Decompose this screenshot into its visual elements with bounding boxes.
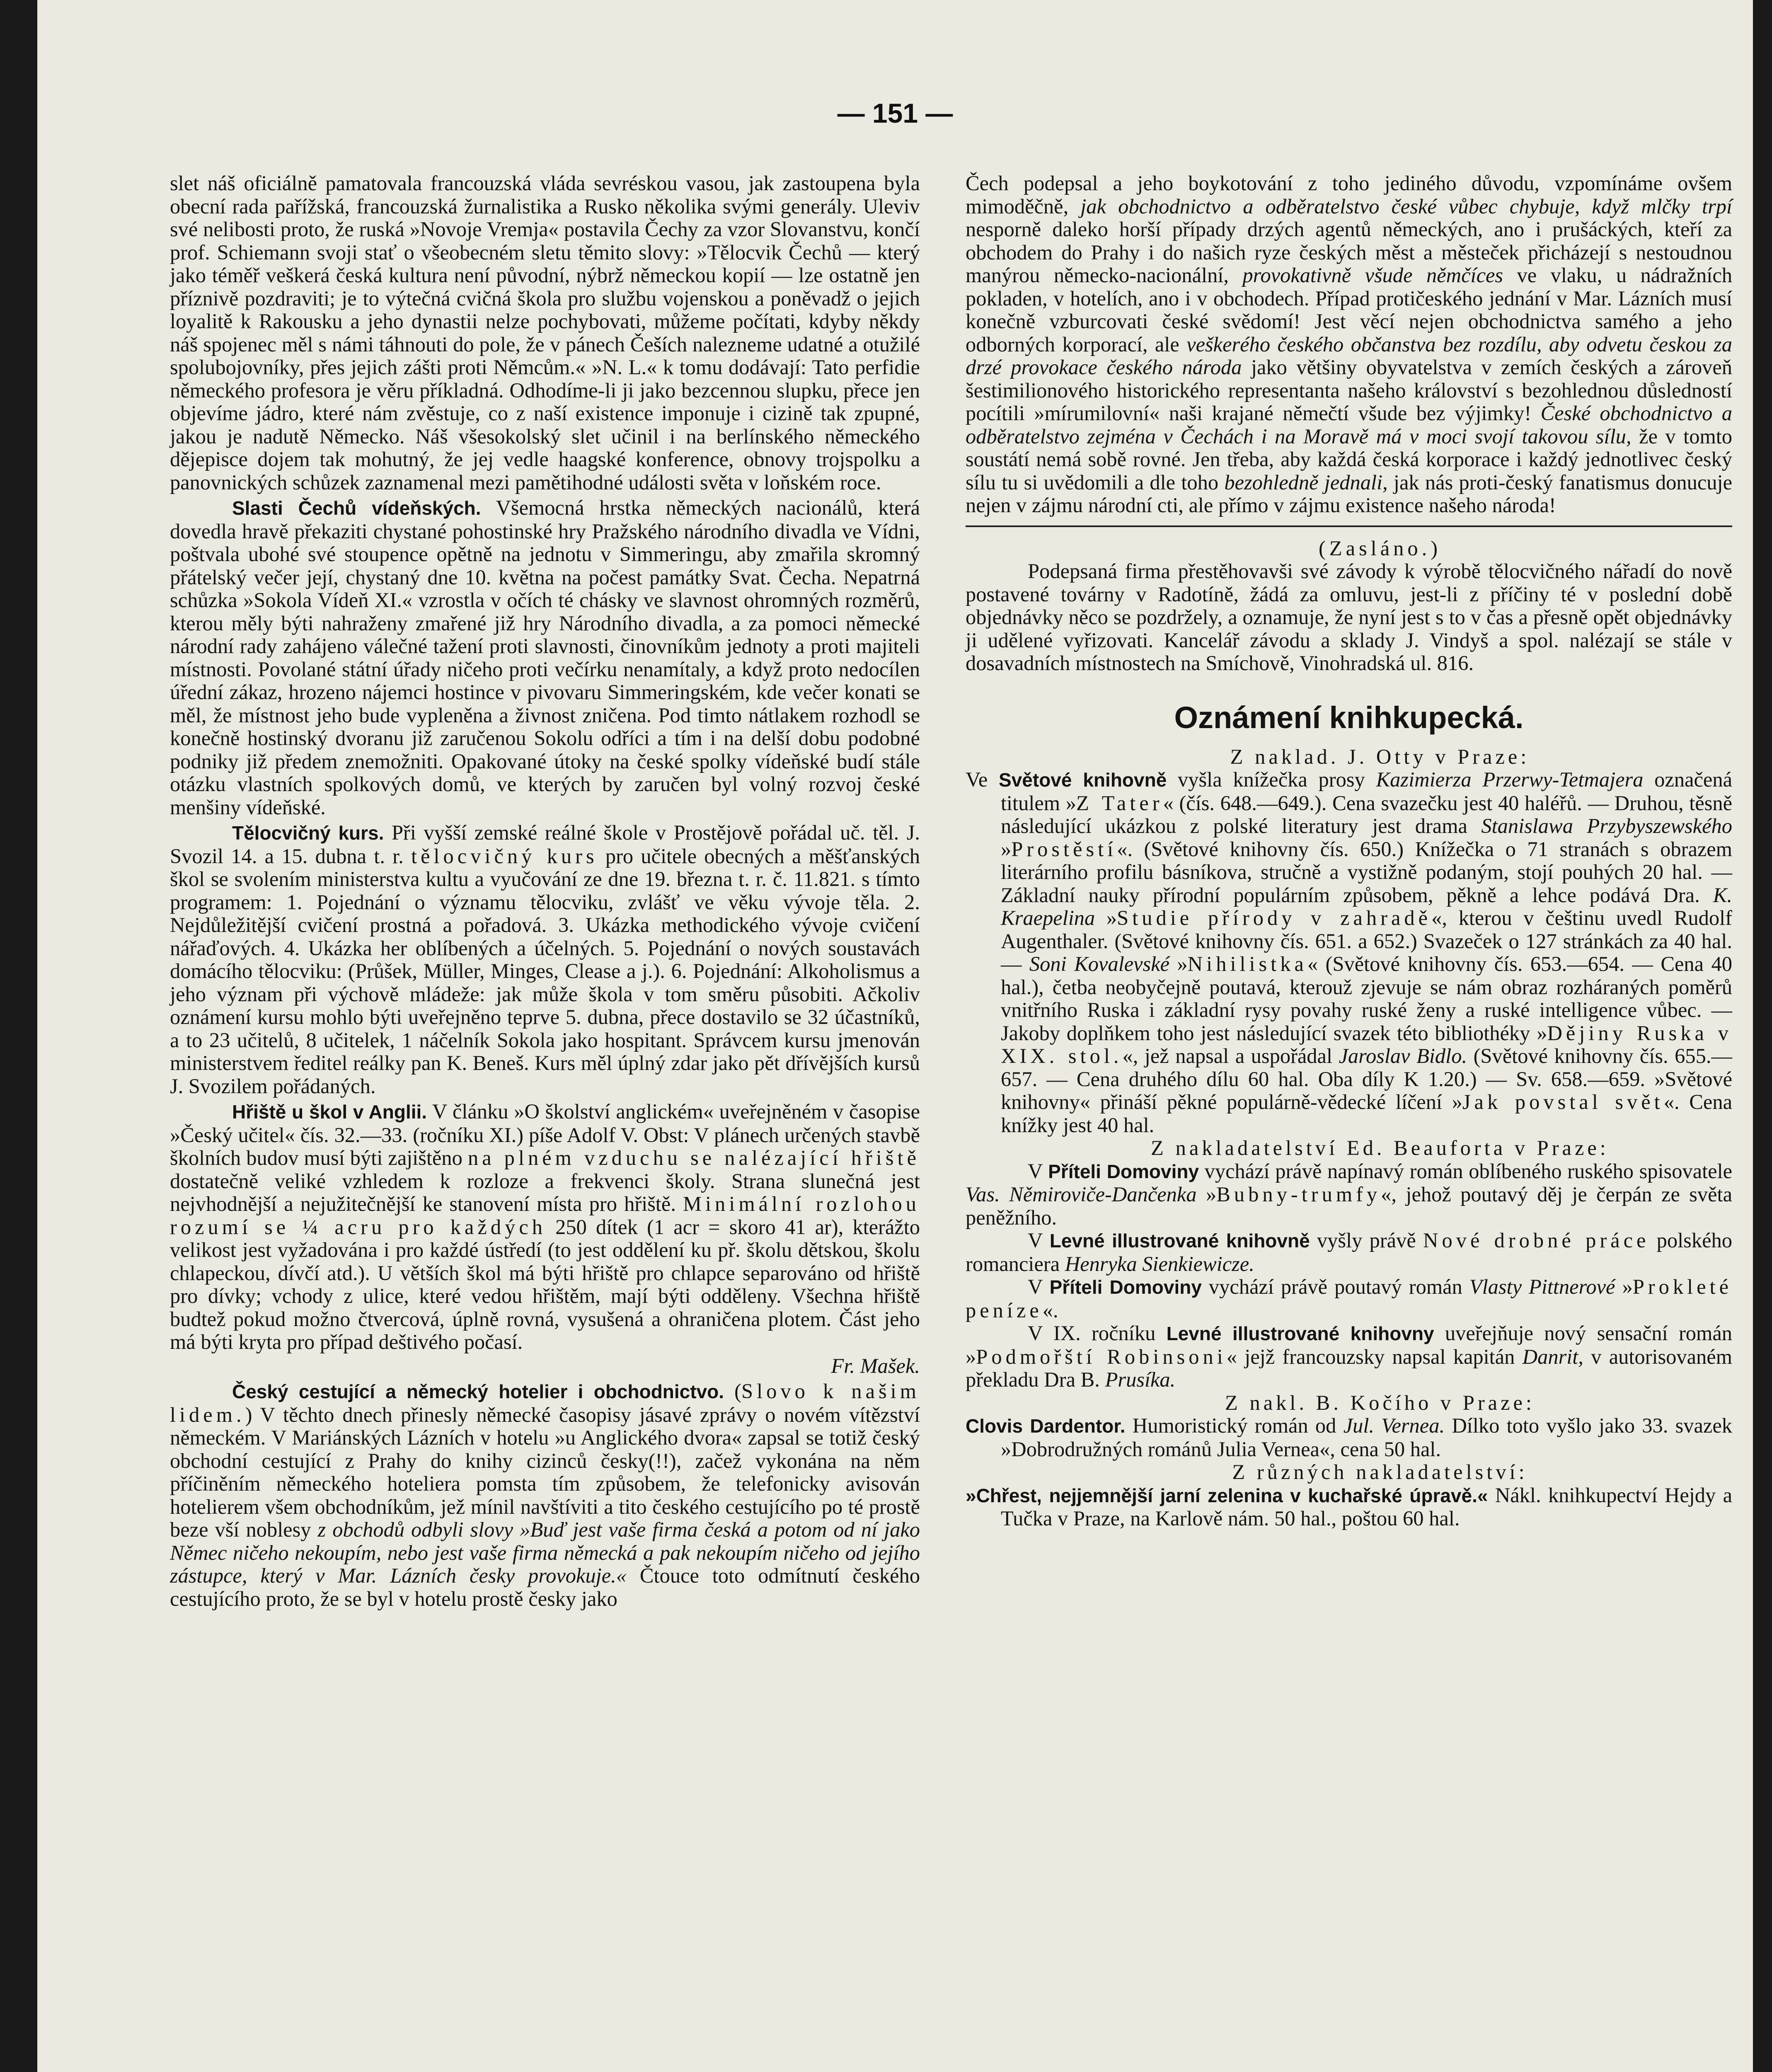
article-hriste-anglie: Hřiště u škol v Anglii. V článku »O školství anglickém« uveřejněném v časopise »Český učitel« čís. 32.—33. (ročníku XI.) píše Adolf V. Obst: V plánech určených stavbě školních budov musí býti zajištěno na plném vzduchu se nalézající hřiště dostatečně veliké vzhledem k rozloze a frekvenci školy. Strana slunečná jest nejvhodnější a nejužitečnější ke stanovení místa pro hřiště. Minimální rozlohou rozumí se ¼ acru pro každých 250 dítek (1 acr = skoro 41 ar), kterážto velikost jest vyžadována i pro každé ústředí (to jest oddělení ku př. školu dětskou, školu chlapeckou, dívčí atd.). U větších škol má býti hřiště pro chlapce separováno od hřiště pro dívky; vchody z ulice, které vedou hřištěm, mají býti odděleny. Všechna hřiště budtež pokud možno čtvercová, úplně rovná, vysušená a ohraničena plotem. Část jeho má býti kryta pro případ deštivého počasí. [170, 1100, 920, 1353]
intro-paragraph: slet náš oficiálně pamatovala francouzská vláda sevréskou vasou, jak zastoupena byla obecní rada pařížská, francouzská žurnalistika a Rusko několika svými generály. Uleviv své nelibosti proto, že ruská »Novoje Vremja« postavila Čechy za vzor Slovanstvu, končí prof. Schiemann svoji stať o všeobecném sletu těmito slovy: »Tělocvik Čechů — který jako téměř veškerá česká kultura není původní, nýbrž německou kopií — lze ostatně jen příznivě pozdraviti; je to výtečná cvičná škola pro službu vojenskou a poněvadž o jejich loyalitě k Rakousku a jeho dynastii nelze pochybovati, můžeme počítati, kdyby někdy náš spojenec měl s námi táhnouti do pole, že v pánech Češích nalezneme udatné a otužilé spolubojovníky, přes jejich zášti proti Němcům.« »N. L.« k tomu dodávají: Tato perfidie německého profesora je věru příkladná. Odhodíme-li ji jako bezcennou slupku, přece jen objevíme jádro, které nám zvěstuje, co z naší existence imponuje i cizině tak zpupné, jakou je nadutě Německo. Náš všesokolský slet učinil i na berlínského německého dějepisce dojem tak mohutný, že jej vedle haagské konference, obnovy trojspolku a panovnických schůzek zaznamenal mezi pamětihodné události světa v loňském roce. [170, 172, 920, 494]
publisher-heading: Z nakladatelství Ed. Beauforta v Praze: [1151, 1136, 1609, 1159]
book-notice: V Příteli Domoviny vychází právě napínavý román oblíbeného ruského spisovatele Vas. Němiroviče-Dančenka »Bubny-trumfy«, jehož poutavý děj je čerpán ze světa peněžního. [966, 1159, 1733, 1229]
newspaper-page [37, 0, 1753, 2072]
zaslano-text: Podepsaná firma přestěhovavši své závody k výrobě tělocvičného nářadí do nově postavené továrny v Radotíně, žádá za omluvu, jest-li z příčiny té v poslední době objednávky něco se pozdržely, a oznamuje, že nyní jest s to v čas a přesně opět objednávky ji udělené vyřizovati. Kancelář závodu a sklady J. Vindyš a spol. nalézají se stále v dosavadních místnostech na Smíchově, Vinohradská ul. 816. [966, 559, 1732, 675]
right-column [966, 172, 1732, 1530]
book-notice: Clovis Dardentor. Humoristický román od Jul. Vernea. Dílko toto vyšlo jako 33. svazek »Dobrodružných románů Julia Vernea«, cena 50 hal. [966, 1414, 1732, 1461]
book-notice: »Chřest, nejjemnější jarní zelenina v kuchařské úpravě.« Nákl. knihkupectví Hejdy a Tučka v Praze, na Karlově nám. 50 hal., poštou 60 hal. [966, 1483, 1733, 1530]
zaslano-title: (Zasláno.) [1318, 536, 1442, 560]
section-divider [966, 525, 1732, 527]
article-cesky-cestujici: Český cestující a německý hotelier i obchodnictvo. (Slovo k našim lidem.) V těchto dnech přinesly německé časopisy jásavé zprávy o novém vítězství německém. V Mariánských Lázních v hotelu »u Anglického dvora« zapsal se totiž český obchodní cestující z Prahy do knihy cizinců česky(!!), začež vykonána na něm příčiněním německého hoteliera pomsta tím způsobem, že telefonicky avisován hotelierem všem obchodníkům, jež mínil navštíviti a tito českého cestujícího po té prostě beze vší noblesy z obchodů odbyli slovy »Buď jest vaše firma česká a potom od ní jako Němec ničeho nekoupím, nebo jest vaše firma německá a pak nekoupím ničeho od jejího zástupce, který v Mar. Lázních česky provokuje.« Čtouce toto odmítnutí českého cestujícího proto, že se byl v hotelu prostě česky jako [170, 1380, 920, 1610]
author-signature: Fr. Mašek. [831, 1354, 920, 1377]
left-column [170, 172, 920, 1610]
publisher-heading: Z naklad. J. Otty v Praze: [1230, 745, 1530, 768]
article-telocvicny-kurs: Tělocvičný kurs. Při vyšší zemské reálné škole v Prostějově pořádal uč. těl. J. Svozil 14. a 15. dubna t. r. tělocvičný kurs pro učitele obecných a měšťanských škol se svolením ministerstva kultu a vyučování ze dne 19. března t. r. č. 11.821. s tímto programem: 1. Pojednání o významu tělocviku, zvlášť ve věku vývoje těla. 2. Nejdůležitější cvičení prostná a pořadová. 3. Ukázka methodického vývoje cvičení nářaďových. 4. Ukázka her oblíbených a účelných. 5. Pojednání o nových soustavách domácího tělocviku: (Průšek, Müller, Minges, Clease a j.). 6. Pojednání: Alkoholismus a jeho význam při výchově mládeže: jak může škola v tom směru působiti. Ačkoliv oznámení kursu mohlo býti uveřejněno teprve 5. dubna, přece dostavilo se 32 účastníků, a to 23 učitelů, 8 učitelek, 1 náčelník Sokola jako hospitant. Správcem kursu jmenován ministerstvem ředitel reálky pan K. Beneš. Kurs měl úplný zdar jako pět dřívějších kursů J. Svozilem pořádaných. [170, 821, 920, 1098]
publisher-heading: Z nakl. B. Kočího v Praze: [1225, 1391, 1535, 1414]
book-notice: V IX. ročníku Levné illustrované knihovny uveřejňuje nový sensační román »Podmořští Robinsoni« jejž francouzsky napsal kapitán Danrit, v autorisovaném překladu Dra B. Prusíka. [966, 1322, 1732, 1391]
article-title: Slasti Čechů vídeňských. [232, 497, 481, 519]
book-notice: V Levné illustrované knihovně vyšly právě Nové drobné práce polského romanciera Henryka Sienkiewicze. [966, 1229, 1732, 1276]
continued-paragraph: Čech podepsal a jeho boykotování z toho jediného důvodu, vzpomínáme ovšem mimoděčně, jak obchodnictvo a odběratelstvo české vůbec chybuje, když mlčky trpí nesporně daleko horší případy drzých agentů německých, ano i prušáckých, kteří za obchodem do Prahy i do našich ryze českých měst a městeček přicházejí s nestoudnou manýrou německo-nacionální, provokativně všude němčíces ve vlaku, u nádražních pokladen, v hotelích, ano i v obchodech. Případ protičeského jednání v Mar. Lázních musí konečně vzburcovati české svědomí! Jest věcí nejen obchodnictva samého a jeho odborných korporací, ale veškerého českého občanstva bez rozdílu, aby odvetu českou za drzé provokace českého národa jako většiny obyvatelstva v zemích českých a zároveň šestimilionového historického representanta našeho království s bezohlednou důsledností pocítili »mírumilovní« naši krajané němečtí všude bez výjimky! České obchodnictvo a odběratelstvo zejména v Čechách i na Moravě má v moci svojí takovou sílu, že v tomto soustátí nemá sobě rovné. Jen třeba, aby každá česká korporace i každý jednotlivec český sílu tu si uvědomili a dle toho bezohledně jednali, jak nás proti-český fanatismus donucuje nejen v zájmu národní cti, ale přímo v zájmu existence našeho národa! [966, 172, 1733, 517]
article-slasti-cechu: Slasti Čechů vídeňských. Všemocná hrstka německých nacionálů, která dovedla hravě překaziti chystané pohostinské hry Pražského národního divadla ve Vídni, poštvala ubohé své stoupence opětně na jednotu v Simmeringu, aby zmařila skromný přátelský večer její, chystaný dne 10. května na počest památky Svat. Čecha. Nepatrná schůzka »Sokola Vídeň XI.« vzrostla v očích té chásky ve slavnost ohromných rozměrů, kterou měly býti nahraženy zmařené již hry Národního divadla, a za pomoci německé národní rady zahájeno válečné tažení proti slavnosti, činovníkům jednoty a proti majiteli místnosti. Povolané státní úřady ničeho proti večírku nenamítaly, a když proto nedocílen úřední zákaz, hrozeno nájemci hostince v pivovaru Simmeringském, kde večer konati se měl, že místnost jeho bude vypleněna a živnost zničena. Pod timto nátlakem rozhodl se konečně hostinský dvoranu již zaručenou Sokolu odříci a tím i na delší dobu podobné podniky již předem znemožniti. Opakované útoky na české spolky vídeňské budí stále otázku vlastních spolkových domů, ve kterých by zaručen byl volný rozvoj české menšiny vídeňské. [170, 496, 920, 819]
article-title: Hřiště u škol v Anglii. [232, 1101, 427, 1123]
publisher-heading: Z různých nakladatelství: [1232, 1460, 1528, 1484]
article-title: Tělocvičný kurs. [232, 822, 384, 844]
article-title: Český cestující a německý hotelier i obchodnictvo. [232, 1381, 724, 1402]
page-number: — 151 — [837, 98, 953, 128]
section-title: Oznámení knihkupecká. [1174, 700, 1524, 735]
book-notice: Ve Světové knihovně vyšla knížečka prosy Kazimierza Przerwy-Tetmajera označená titulem »Z Tater« (čís. 648.—649.). Cena svazečku jest 40 haléřů. — Druhou, těsně následující ukázkou z polské literatury jest drama Stanislawa Przybyszewského »Prostěstí«. (Světové knihovny čís. 650.) Knížečka o 71 stranách s obrazem literárního profilu básníkova, stručně a vystižně podaným, stojí pouhých 20 hal. — Základní nauky přírodní populárním způsobem, pěkně a lehce podává Dra. K. Kraepelina »Studie přírody v zahradě«, kterou v češtinu uvedl Rudolf Augenthaler. (Světové knihovny čís. 651. a 652.) Svazeček o 127 stránkách za 40 hal. — Soni Kovalevské »Nihilistka« (Světové knihovny čís. 653.—654. — Cena 40 hal.), četba neobyčejně poutavá, kterouž zjevuje se nám obraz rozháraných poměrů vnitřního Ruska i základní rysy povahy ruské ženy a ruské intelligence vůbec. — Jakoby doplňkem toho jest následující svazek této bibliothéky »Dějiny Ruska v XIX. stol.«, jež napsal a uspořádal Jaroslav Bidlo. (Světové knihovny čís. 655.—657. — Cena druhého dílu 60 hal. Oba díly K 1.20.) — Sv. 658.—659. »Světové knihovny« přináší pěkné populárně-vědecké líčení »Jak povstal svět«. Cena knížky jest 40 hal. [966, 768, 1733, 1137]
book-notice: V Příteli Domoviny vychází právě poutavý román Vlasty Pittnerové »Prokleté peníze«. [966, 1275, 1732, 1322]
